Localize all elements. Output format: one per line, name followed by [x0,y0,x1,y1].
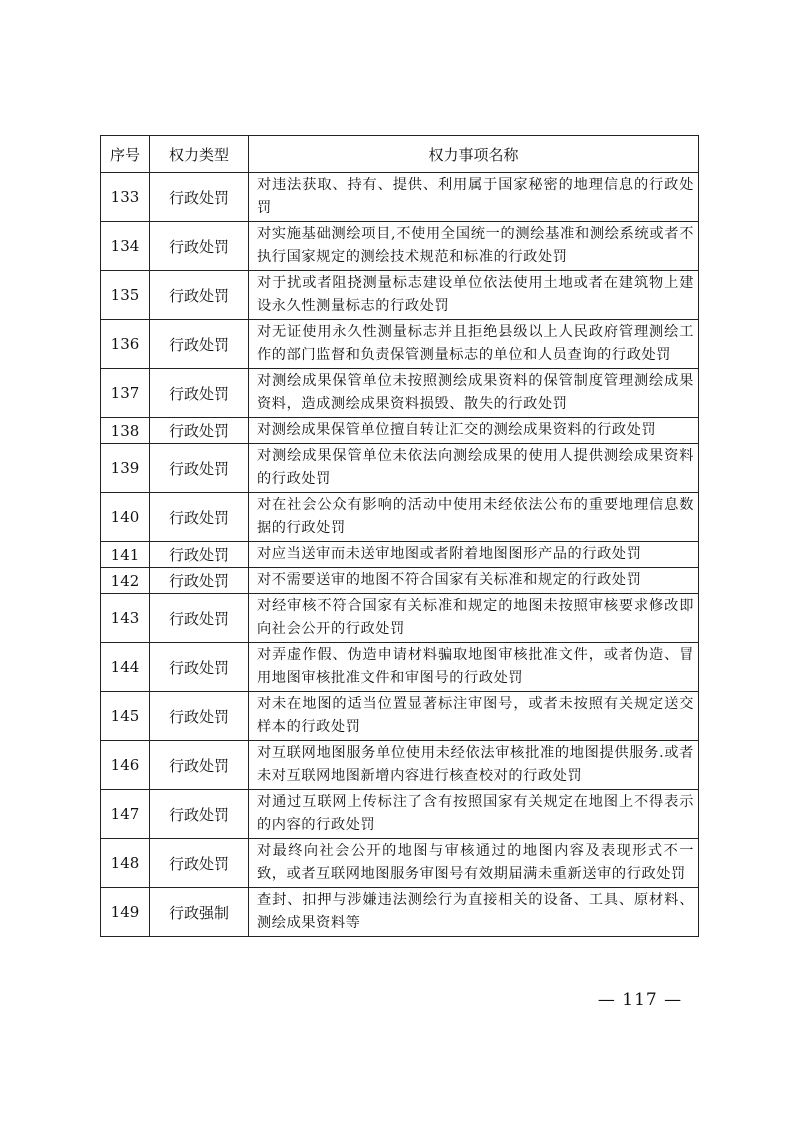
row-number: 134 [101,222,150,271]
row-name: 对违法获取、持有、提供、利用属于国家秘密的地理信息的行政处罚 [249,173,699,222]
row-name: 对经审核不符合国家有关标准和规定的地图未按照审核要求修改即向社会公开的行政处罚 [249,594,699,643]
row-name: 对应当送审而未送审地图或者附着地图图形产品的行政处罚 [249,542,699,568]
row-name: 对测绘成果保管单位擅自转让汇交的测绘成果资料的行政处罚 [249,418,699,444]
table-row [101,222,699,271]
row-name: 对测绘成果保管单位未依法向测绘成果的使用人提供测绘成果资料的行政处罚 [249,444,699,493]
table-row [101,741,699,790]
row-type: 行政处罚 [150,568,249,594]
row-number: 144 [101,643,150,692]
row-type: 行政处罚 [150,741,249,790]
row-number: 138 [101,418,150,444]
header-name: 权力事项名称 [249,136,699,173]
row-type: 行政处罚 [150,320,249,369]
table-row [101,643,699,692]
row-type: 行政处罚 [150,493,249,542]
table-row [101,568,699,594]
row-type: 行政处罚 [150,790,249,839]
table-row [101,444,699,493]
row-name: 对最终向社会公开的地图与审核通过的地图内容及表现形式不一致，或者互联网地图服务审图号有效期届满未重新送审的行政处罚 [249,839,699,888]
table-row [101,839,699,888]
row-name: 对无证使用永久性测量标志并且拒绝县级以上人民政府管理测绘工作的部门监督和负责保管测量标志的单位和人员查询的行政处罚 [249,320,699,369]
page-number: — 117 — [597,990,683,1010]
powers-table [100,135,699,937]
header-type: 权力类型 [150,136,249,173]
row-name: 对于扰或者阻挠测量标志建设单位依法使用土地或者在建筑物上建设永久性测量标志的行政处罚 [249,271,699,320]
table-row [101,173,699,222]
row-number: 136 [101,320,150,369]
row-type: 行政处罚 [150,839,249,888]
table-row [101,790,699,839]
header-no: 序号 [101,136,150,173]
row-number: 149 [101,888,150,937]
table-header-row [101,136,699,173]
row-type: 行政强制 [150,888,249,937]
row-number: 133 [101,173,150,222]
row-type: 行政处罚 [150,369,249,418]
table-row [101,542,699,568]
row-name: 对实施基础测绘项目,不使用全国统一的测绘基准和测绘系统或者不执行国家规定的测绘技术规范和标准的行政处罚 [249,222,699,271]
row-type: 行政处罚 [150,692,249,741]
row-number: 145 [101,692,150,741]
row-name: 对在社会公众有影响的活动中使用未经依法公布的重要地理信息数据的行政处罚 [249,493,699,542]
row-type: 行政处罚 [150,444,249,493]
row-number: 148 [101,839,150,888]
row-number: 135 [101,271,150,320]
row-type: 行政处罚 [150,271,249,320]
table-row [101,418,699,444]
row-name: 对通过互联网上传标注了含有按照国家有关规定在地图上不得表示的内容的行政处罚 [249,790,699,839]
row-number: 147 [101,790,150,839]
row-name: 对不需要送审的地图不符合国家有关标准和规定的行政处罚 [249,568,699,594]
row-type: 行政处罚 [150,643,249,692]
row-type: 行政处罚 [150,542,249,568]
row-name: 对弄虚作假、伪造申请材料骗取地图审核批准文件，或者伪造、冒用地图审核批准文件和审图号的行政处罚 [249,643,699,692]
row-number: 137 [101,369,150,418]
row-type: 行政处罚 [150,594,249,643]
table-row [101,369,699,418]
row-number: 143 [101,594,150,643]
row-number: 146 [101,741,150,790]
row-name: 对未在地图的适当位置显著标注审图号，或者未按照有关规定送交样本的行政处罚 [249,692,699,741]
row-name: 对互联网地图服务单位使用未经依法审核批准的地图提供服务.或者未对互联网地图新增内容进行核查校对的行政处罚 [249,741,699,790]
row-number: 141 [101,542,150,568]
table-row [101,493,699,542]
row-type: 行政处罚 [150,222,249,271]
row-number: 142 [101,568,150,594]
row-type: 行政处罚 [150,418,249,444]
row-number: 140 [101,493,150,542]
row-number: 139 [101,444,150,493]
row-name: 查封、扣押与涉嫌违法测绘行为直接相关的设备、工具、原材料、测绘成果资料等 [249,888,699,937]
table-row [101,692,699,741]
table-row [101,594,699,643]
table-row [101,271,699,320]
row-name: 对测绘成果保管单位未按照测绘成果资料的保管制度管理测绘成果资料，造成测绘成果资料损毁、散失的行政处罚 [249,369,699,418]
table-row [101,320,699,369]
table-row [101,888,699,937]
row-type: 行政处罚 [150,173,249,222]
